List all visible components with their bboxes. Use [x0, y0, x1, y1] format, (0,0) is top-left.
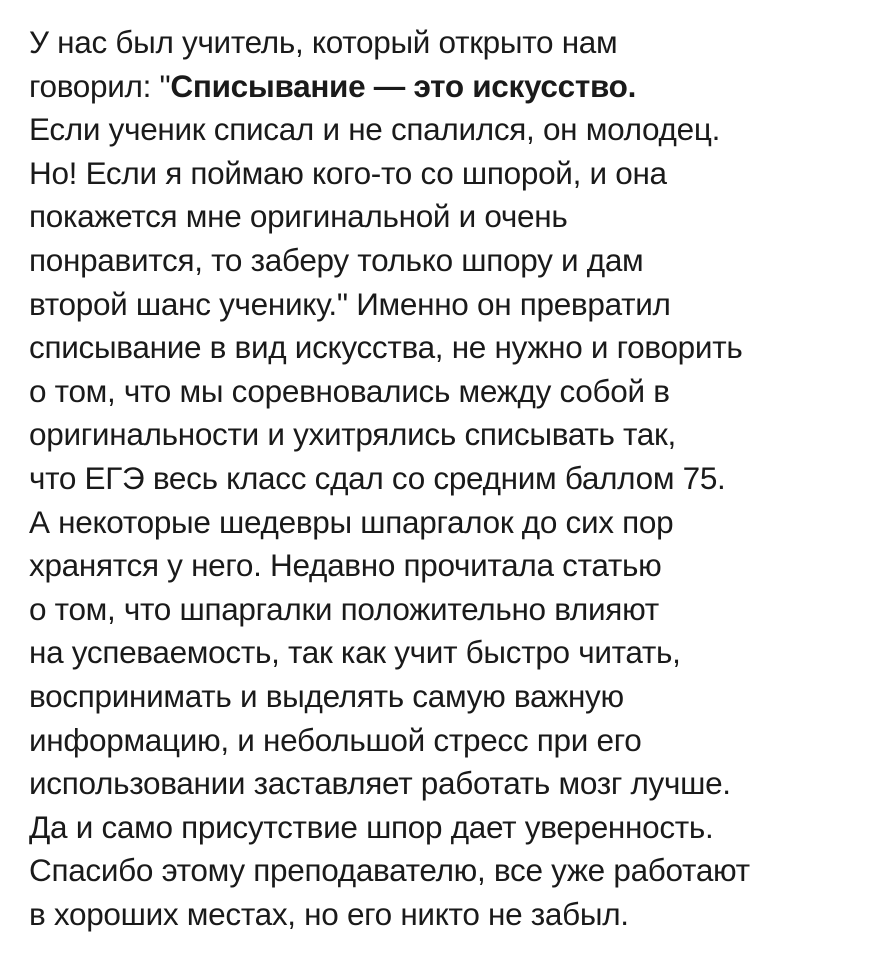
text-line [29, 283, 879, 327]
post-text [29, 21, 879, 936]
text-segment: Но! Если я поймаю кого-то со шпорой, и она [29, 154, 667, 191]
text-line [29, 239, 879, 283]
text-line [29, 675, 879, 719]
text-line [29, 762, 879, 806]
text-line [29, 152, 879, 196]
text-segment: на успеваемость, так как учит быстро читать, [29, 634, 681, 671]
text-segment: второй шанс ученику." Именно он превратил [29, 285, 671, 322]
text-line [29, 195, 879, 239]
text-segment: информацию, и небольшой стресс при его [29, 721, 642, 758]
text-line [29, 65, 879, 109]
text-segment: Если ученик списал и не спалился, он молодец. [29, 111, 721, 148]
text-line [29, 501, 879, 545]
text-segment: У нас был учитель, который открыто нам [29, 24, 618, 60]
text-segment: о том, что мы соревновались между собой в [29, 372, 670, 409]
text-line [29, 719, 879, 763]
text-segment: А некоторые шедевры шпаргалок до сих пор [29, 503, 674, 540]
text-segment: говорил: " [29, 67, 171, 104]
text-segment: о том, что шпаргалки положительно влияют [29, 590, 659, 627]
text-segment: воспринимать и выделять самую важную [29, 677, 624, 714]
text-line [29, 849, 879, 893]
text-line [29, 588, 879, 632]
text-line [29, 370, 879, 414]
text-segment: понравится, то заберу только шпору и дам [29, 241, 644, 278]
text-segment: покажется мне оригинальной и очень [29, 198, 568, 235]
text-line [29, 544, 879, 588]
text-line [29, 413, 879, 457]
text-line [29, 893, 879, 937]
text-segment: оригинальности и ухитрялись списывать так, [29, 416, 676, 453]
text-line [29, 631, 879, 675]
bold-quote: Списывание — это искусство. [170, 67, 637, 104]
text-segment: что ЕГЭ весь класс сдал со средним баллом 75. [29, 459, 726, 496]
text-line [29, 108, 879, 152]
text-segment: в хороших местах, но его никто не забыл. [29, 895, 629, 932]
text-segment: списывание в вид искусства, не нужно и говорить [29, 329, 743, 366]
text-segment: использовании заставляет работать мозг лучше. [29, 765, 731, 802]
text-segment: Спасибо этому преподавателю, все уже работают [29, 852, 750, 889]
text-line [29, 457, 879, 501]
text-line [29, 21, 879, 65]
text-line [29, 806, 879, 850]
text-segment: Да и само присутствие шпор дает уверенность. [29, 808, 714, 845]
text-line [29, 326, 879, 370]
text-segment: хранятся у него. Недавно прочитала статью [29, 547, 662, 584]
